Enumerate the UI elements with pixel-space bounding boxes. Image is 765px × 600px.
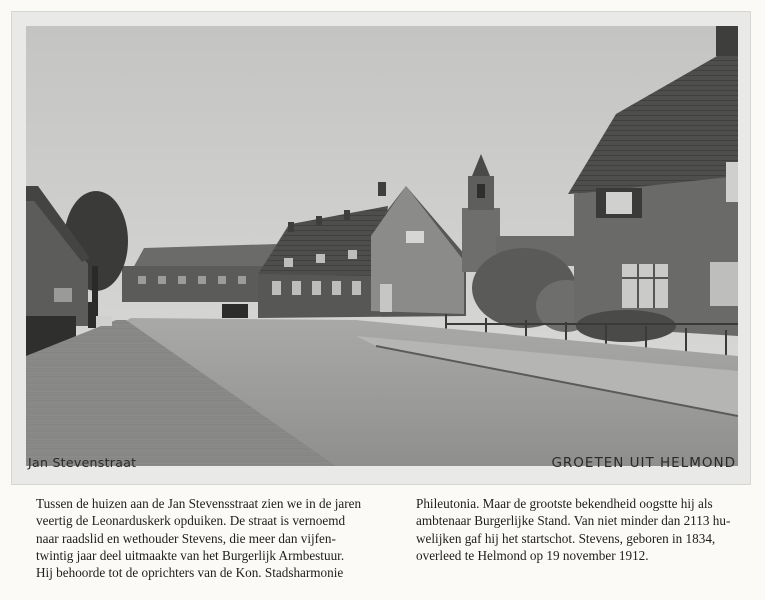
article-column-left xyxy=(36,495,362,581)
article-line: veertig de Leonarduskerk opduiken. De straat is vernoemd xyxy=(36,513,346,529)
article-line: overleed te Helmond op 19 november 1912. xyxy=(416,547,649,563)
article-line: welijken gaf hij het startschot. Stevens, geboren in 1834, xyxy=(416,530,716,546)
article-line: Phileutonia. Maar de grootste bekendheid oogstte hij als xyxy=(416,496,713,511)
article-line: Hij behoorde tot de oprichters van de Kon. Stadsharmonie xyxy=(36,565,344,581)
street-photo-drawing xyxy=(26,26,738,466)
article-column-right xyxy=(416,495,734,564)
article-line: ambtenaar Burgerlijke Stand. Van niet minder dan 2113 hu- xyxy=(416,513,731,529)
greeting-caption: GROETEN UIT HELMOND xyxy=(551,455,736,471)
article-line: twintig jaar deel uitmaakte van het Burgerlijk Armbestuur. xyxy=(36,547,345,563)
street-caption: Jan Stevenstraat xyxy=(28,455,137,470)
postcard xyxy=(12,12,750,484)
street-photo xyxy=(26,26,738,466)
article-line: Tussen de huizen aan de Jan Stevensstraat zien we in de jaren xyxy=(36,496,362,511)
article-line: naar raadslid en wethouder Stevens, die meer dan vijfen- xyxy=(36,530,336,546)
